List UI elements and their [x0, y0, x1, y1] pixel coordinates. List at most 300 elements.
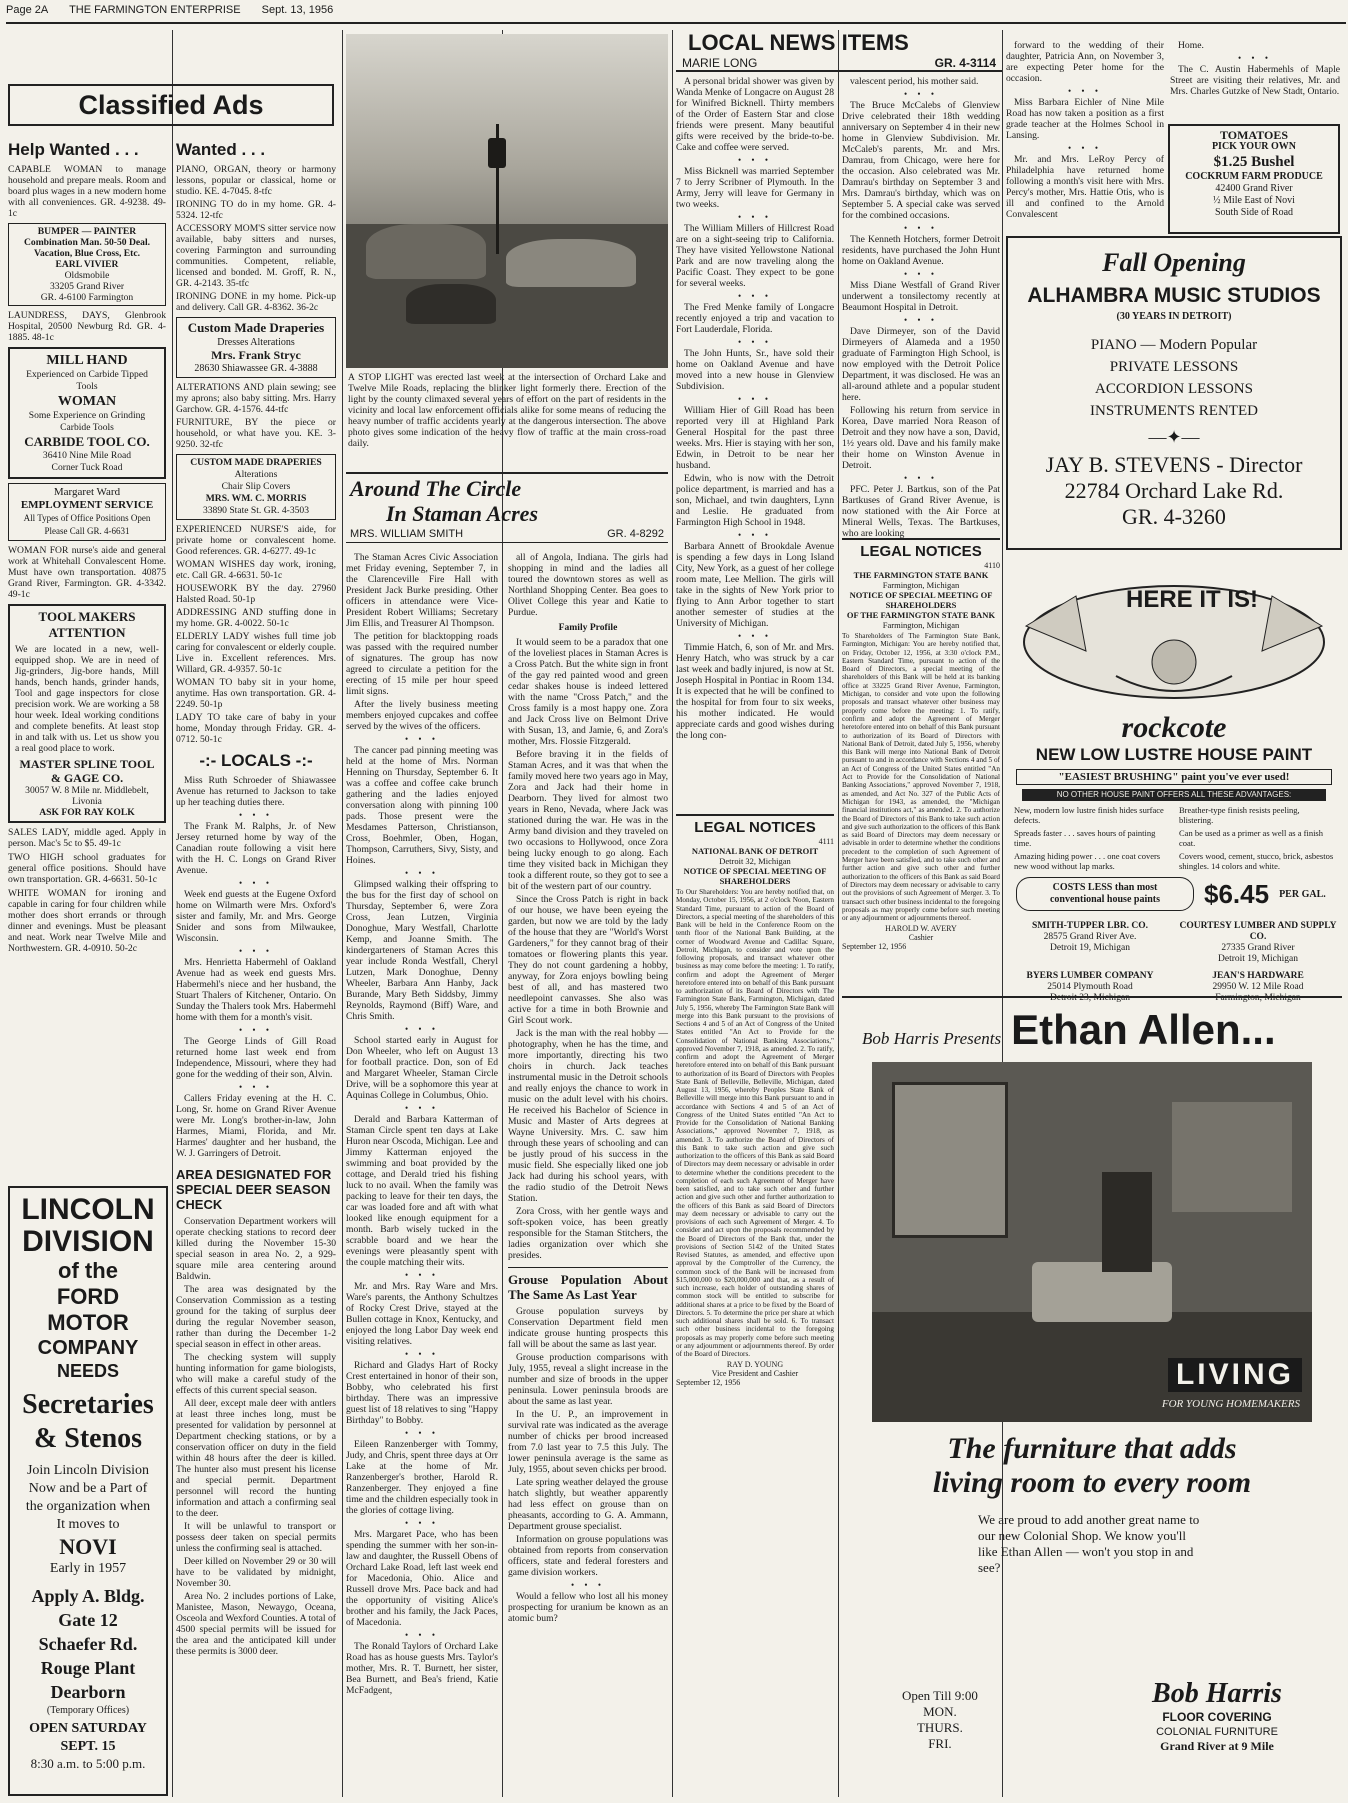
signature-line: Grand River at 9 Mile: [1160, 1739, 1274, 1753]
lincoln-line: the organization when: [25, 1499, 151, 1514]
ethan-allen-ad: [842, 996, 1342, 1798]
ethan-body: We are proud to add another great name to our new Colonial Shop. We know you'll like Ethan Allen — won't you stop in and see?: [978, 1512, 1200, 1575]
circle-para: Since the Cross Patch is right in back of our house, we have been eyeing the garden, but now we are told by the lady of the house that they are "World's Worst Gardeners," for they cannot brag of their tomatoes or flowering plants this year. They do not count gardening a hobby, anyway, for Zora enjoys bowling being best of all, and has mastered two needlepoint canvasses. She also was active for a time in both Brownie and Girl Scout work.: [508, 894, 668, 1026]
draperies-line: Dresses Alterations: [217, 337, 295, 348]
separator-dots: • • •: [904, 89, 938, 99]
lincoln-division-ad: [8, 1186, 168, 1796]
dealer-line: 25014 Plymouth Road: [1047, 982, 1133, 992]
separator-dots: • • •: [904, 223, 938, 233]
legal-title-2: [842, 538, 1000, 561]
separator-dots: • • •: [738, 631, 772, 641]
legal-notice-farmington-bank: [842, 538, 1000, 951]
lincoln-line: 8:30 a.m. to 5:00 p.m.: [30, 1756, 146, 1771]
deer-para: Area No. 2 includes portions of Lake, Manistee, Mason, Newaygo, Oceana, Osceola and Wexford Counties. A total of 4500 special permits will be issued for the area and the anticipated kill under these permits is 3000 deer.: [176, 1591, 336, 1657]
lincoln-line: Schaefer Rd.: [38, 1634, 138, 1654]
tool-makers-line: 30057 W. 8 Mile nr. Middlebelt, Livonia: [25, 785, 149, 807]
lincoln-line: Join Lincoln Division: [26, 1463, 150, 1478]
ad-woman-wishes: WOMAN WISHES day work, ironing, etc. Call GR. 4-6631. 50-1c: [176, 559, 336, 581]
alhambra-ad: [1006, 236, 1342, 550]
rockcote-features-left: [1014, 805, 1169, 871]
deer-para: Deer killed on November 29 or 30 will have to be validated by midnight, November 30.: [176, 1556, 336, 1589]
circle-column-1: [346, 552, 498, 1698]
grouse-para: Grouse production comparisons with July, 1955, reveal a slight increase in the number and size of broods in the upper peninsula. Lower peninsula broods are about the same as last year.: [508, 1352, 668, 1407]
circle-para: Jack is the man with the real hobby — photography, when he has the time, and more importantly, directing his two choirs in church. Jack teaches instrumental music in the Detroit schools and really enjoys the chance to work in music on the adult level with his choirs. He received his Bachelor of Science in Music and Master of Arts degrees at Wayne University. Mrs. C. saw him through these years of schooling and can be justly proud of his success in the music field. She especially liked one job Jack had during his school years, with the radio studio of the Detroit News Station.: [508, 1028, 668, 1204]
rockcote-features-right: [1179, 805, 1334, 871]
draperies-line: Mrs. Frank Stryc: [211, 348, 301, 362]
local-news-para: Miss Diane Westfall of Grand River underwent a tonsilectomy recently at Beaumont Hospital in Detroit.: [842, 280, 1000, 313]
circle-para: Eileen Ranzenberger with Tommy, Judy, and Chris, spent three days at Orr Lake at the home of Mr. Ranzenberger's brother, Harold R. Ranzenberger. They enjoyed a fine time and the children especially took in the glories of cottage living.: [346, 1439, 498, 1516]
tomatoes-price: $1.25 Bushel: [1213, 154, 1295, 170]
circle-para: After the lively business meeting members enjoyed cupcakes and coffee served by the wives of the officers.: [346, 699, 498, 732]
legal-title-text: LEGAL NOTICES: [694, 819, 816, 836]
margaret-line: EMPLOYMENT SERVICE: [20, 499, 154, 511]
rockcote-ad: [1006, 556, 1342, 1003]
local-news-para: William Hier of Gill Road has been reported very ill at Highland Park General Hospital for the past three weeks. Mrs. Hier is staying with her son, Edwin, in Detroit to be near her husband.: [676, 405, 834, 471]
mill-hand-line: Some Experience on Grinding Carbide Tools: [28, 410, 146, 433]
rockcote-dealer: [1174, 921, 1342, 965]
bob-harris-signature: [1112, 1678, 1322, 1754]
rockcote-easiest: "EASIEST BRUSHING" paint you've ever used!: [1016, 769, 1332, 785]
separator-dots: • • •: [738, 155, 772, 165]
rockcote-brand: rockcote: [1121, 711, 1227, 744]
paper-name: THE FARMINGTON ENTERPRISE: [69, 4, 241, 16]
ethan-hours-line: Open Till 9:00: [902, 1688, 978, 1703]
deer-para: The area was designated by the Conservation Commission as a testing ground for the taking of surplus deer during the regular November season, rather than during the December 1-2 special season in effect in other areas.: [176, 1284, 336, 1350]
ad-ironing: IRONING TO do in my home. GR. 4-5324. 12-tfc: [176, 199, 336, 221]
legal-heading: NATIONAL BANK OF DETROIT: [691, 846, 819, 856]
separator-dots: • • •: [239, 878, 273, 888]
ethan-tagline: living room to every room: [932, 1466, 1252, 1499]
ethan-hours: [902, 1688, 978, 1752]
local-news-para: The William Millers of Hillcrest Road are on a sight-seeing trip to California. They have visited Yellowstone National Park and are now traveling along the Pacific Coast. They expect to be gone for several weeks.: [676, 223, 834, 289]
page-number: Page 2A: [6, 4, 49, 16]
lincoln-line: NOVI: [59, 1534, 117, 1559]
rockcote-headline: NEW LOW LUSTRE HOUSE PAINT: [1035, 745, 1313, 764]
legal-title-1: [676, 814, 834, 837]
circle-para: The petition for blacktopping roads was passed with the required number of signatures. The group has now agreed to circulate a petition for the erecting of 15 mile per hour speed limit signs.: [346, 631, 498, 697]
local-news-para: PFC. Peter J. Bartkus, son of the Pat Bartkuses of Grand River Avenue, is now stationed with the Air Force at Mineral Wells, Texas. The Bartkuses, who are looking: [842, 484, 1000, 539]
lincoln-line: COMPANY: [37, 1337, 139, 1359]
bumper-line: EARL VIVIER: [55, 259, 119, 270]
ad-addressing: ADDRESSING AND stuffing done in my home. GR. 4-0022. 50-1c: [176, 607, 336, 629]
local-news-header: [676, 30, 1002, 72]
dealer-name: BYERS LUMBER COMPANY: [1026, 971, 1154, 981]
circle-title: In Staman Acres: [386, 501, 539, 526]
locals-para: Callers Friday evening at the H. C. Long, Sr. home on Grand River Avenue were Mr. Long's brother-in-law, John Harmes, Miami, Florida, and Mr. Harmes' daughter and her husband, the W. J. Garringers of Detroit.: [176, 1093, 336, 1159]
separator-dots: • • •: [1068, 86, 1102, 96]
signature-line: COLONIAL FURNITURE: [1156, 1726, 1278, 1738]
rockcote-feature: New, modern low lustre finish hides surface defects.: [1014, 805, 1164, 825]
local-news-para: valescent period, his mother said.: [850, 76, 979, 87]
tool-makers-title: TOOL MAKERS ATTENTION: [38, 609, 136, 640]
page-header: [6, 4, 1346, 24]
separator-dots: • • •: [239, 810, 273, 820]
draperies-line: MRS. WM. C. MORRIS: [205, 493, 307, 504]
bumper-line: 33205 Grand River: [49, 281, 125, 292]
local-news-author: MARIE LONG: [682, 56, 758, 70]
lincoln-line: Early in 1957: [49, 1561, 127, 1576]
rockcote-dealer: [1006, 921, 1174, 965]
local-news-para: Miss Barbara Eichler of Nine Mile Road has now taken a position as a first grade teacher at the Holmes School in Lansing.: [1006, 97, 1164, 141]
lincoln-line: of the: [58, 1258, 118, 1283]
tomatoes-line: 42400 Grand River: [1215, 183, 1293, 194]
alhambra-fall: Fall Opening: [1102, 248, 1246, 277]
margaret-line: All Types of Office Positions Open: [23, 513, 151, 523]
alhambra-name: ALHAMBRA MUSIC STUDIOS: [1027, 284, 1321, 307]
classified-title: Classified Ads: [78, 90, 264, 120]
lincoln-line: FORD: [56, 1284, 120, 1309]
circle-para: Zora Cross, with her gentle ways and soft-spoken voice, has been greatly responsible for the Staman Stitchers, the ladies organization over which she presides.: [508, 1206, 668, 1261]
separator-dots: • • •: [405, 1103, 439, 1113]
lincoln-line: NEEDS: [56, 1361, 119, 1381]
deer-para: The checking system will supply hunting information for game biologists, who will make a careful study of the effects of this current special season.: [176, 1352, 336, 1396]
ad-nurse: EXPERIENCED NURSE'S aide, for private home or convalescent home. Good references. GR. 4-6277. 49-1c: [176, 524, 336, 557]
ad-woman-baby: WOMAN TO baby sit in your home, anytime. Has own transportation. GR. 4-2249. 50-1p: [176, 677, 336, 710]
deer-body: [176, 1216, 336, 1657]
legal-heading: Farmington, Michigan: [882, 580, 960, 590]
legal-number: 4110: [984, 561, 1000, 570]
legal-heading: Farmington, Michigan: [882, 620, 960, 630]
column-rule: [342, 30, 343, 1797]
rockcote-features: [1014, 805, 1334, 871]
local-news-column-2: [842, 76, 1000, 541]
grouse-rule: [508, 1267, 668, 1268]
classified-title-box: [8, 84, 334, 126]
local-news-column-1: [676, 76, 834, 743]
mill-hand-line: Experienced on Carbide Tipped Tools: [26, 369, 148, 392]
draperies-line: 33890 State St. GR. 4-3503: [202, 505, 310, 516]
wanted-heading: Wanted . . .: [176, 140, 266, 159]
draperies-line: 28630 Shiawassee GR. 4-3888: [194, 363, 318, 374]
separator-dots: • • •: [239, 946, 273, 956]
bumper-line: Vacation, Blue Cross, Etc.: [33, 248, 141, 259]
lincoln-line: Rouge Plant: [40, 1658, 136, 1678]
separator-dots: • • •: [738, 530, 772, 540]
rockcote-price: $6.45: [1204, 878, 1270, 909]
separator-dots: • • •: [904, 473, 938, 483]
local-news-para: Edwin, who is now with the Detroit police department, is married and has a son, Michael, and twin daughters, Lynn and Leslie. He graduated from Farmington High School in 1948.: [676, 473, 834, 528]
tomatoes-line: South Side of Road: [1214, 207, 1294, 218]
rockcote-per-gal: PER GAL.: [1279, 888, 1326, 900]
tool-makers-body: We are located in a new, well-equipped shop. We are in need of Jig-grinders, Jig-bore hands, Mill hands, bench hands, grinder hands, Tool and gage inspectors for close precision work. We are working a 58 hour week. Ideal working conditions and complete benefits. At least stop in and talk with us. Let us show you a real good place to work.: [15, 644, 159, 754]
locals-body: [176, 775, 336, 1159]
lincoln-line: LINCOLN: [21, 1193, 155, 1226]
legal-heading: NOTICE OF SPECIAL MEETING OF SHAREHOLDERS: [849, 590, 993, 610]
local-news-para: Timmie Hatch, 6, son of Mr. and Mrs. Henry Hatch, who was struck by a car last week and badly injured, is now at St. Joseph Hospital in Pontiac in Room 134. It is expected that he will be confined to the hospital for from four to six weeks, his mother indicated. He would appreciate cards and good wishes during the long con-: [676, 642, 834, 741]
mill-hand-title: WOMAN: [57, 394, 117, 409]
local-news-para: A personal bridal shower was given by Wanda Menke of Longacre on August 28 for Winifred Bicknell. Thirty members of the Order of Eastern Star and close friends were present. Many beautiful gifts were received by the bride-to-be. Cake and coffee were served.: [676, 76, 835, 153]
circle-para: Derald and Barbara Katterman of Staman Circle spent ten days at Lake Huron near Oscoda, Michigan. Lee and Jimmy Katterman enjoyed the swimming and boat provided by the cottage, and Derald tried his fishing luck to no avail. When the family was packing to leave for their ten days, the car was loaded fore and aft with what looked like enough equipment for a month. Barb wisely tucked in the scrabble board and we hear the evenings were pleasantly spent with the couple matching their wits.: [346, 1114, 498, 1268]
alhambra-director: JAY B. STEVENS - Director: [1045, 452, 1303, 477]
rockcote-feature: Amazing hiding power . . . one coat covers new wood without lap marks.: [1014, 851, 1161, 871]
ad-furniture: FURNITURE, BY the piece or household, or what have you. KE. 3-9250. 32-tfc: [176, 417, 336, 450]
ethan-hours-line: MON.: [923, 1704, 957, 1719]
lincoln-line: SEPT. 15: [60, 1739, 116, 1754]
circle-rule: [346, 472, 668, 474]
separator-dots: • • •: [405, 1518, 439, 1528]
ethan-living-badge: LIVING: [1168, 1358, 1302, 1392]
rockcote-costs: COSTS LESS than most conventional house paints: [1016, 877, 1194, 911]
separator-dots: • • •: [405, 868, 439, 878]
ethan-hours-line: FRI.: [928, 1736, 952, 1751]
lincoln-line: Apply A. Bldg.: [31, 1586, 145, 1606]
local-news-title: LOCAL NEWS ITEMS: [688, 30, 909, 55]
bumper-line: Oldsmobile: [64, 270, 110, 281]
column-rule: [672, 30, 673, 1797]
circle-para: Mr. and Mrs. Ray Ware and Mrs. Ware's parents, the Anthony Schultzes of Rocky Crest Drive, stayed at the Bullen cottage in Knox, Kentucky, and enjoyed the long Labor Day week end visiting relatives.: [346, 1281, 498, 1347]
local-news-column-3: [1006, 40, 1164, 222]
grouse-para: Would a fellow who lost all his money prospecting for uranium be known as an atomic bum?: [508, 1591, 668, 1624]
separator-dots: • • •: [239, 1082, 273, 1092]
ad-two-high: TWO HIGH school graduates for general office positions. Should have own transportation. GR. 4-6631. 50-1c: [8, 852, 166, 885]
grouse-para: Late spring weather delayed the grouse hatch slightly, but weather apparently had less effect on grouse than on pheasants, according to G. A. Ammann, Department grouse specialist.: [508, 1477, 668, 1532]
rockcote-bar: NO OTHER HOUSE PAINT OFFERS ALL THESE ADVANTAGES:: [1022, 789, 1326, 801]
window-shape: [892, 1082, 1008, 1238]
circle-phone: GR. 4-8292: [607, 528, 664, 540]
circle-header: [346, 476, 668, 543]
separator-dots: • • •: [405, 1024, 439, 1034]
separator-dots: • • •: [405, 734, 439, 744]
dealer-name: COURTESY LUMBER AND SUPPLY CO.: [1179, 921, 1337, 942]
traffic-light-icon: [488, 138, 506, 168]
ad-housework: HOUSEWORK BY the day. 27960 Halsted Road. 50-1p: [176, 583, 336, 605]
circle-byline: [346, 526, 668, 543]
ethan-hours-line: THURS.: [916, 1720, 963, 1735]
legal-signature: HAROLD W. AVERY: [885, 924, 957, 934]
column-rule: [172, 30, 173, 1797]
family-profile-heading: Family Profile: [558, 622, 618, 633]
grouse-para: In the U. P., an improvement in survival rate was indicated as the average number of chicks per brood increased from 7.0 last year to 7.5 this July. The lower peninsula average is the same as July, 1955, about seven chicks per brood.: [508, 1409, 668, 1475]
local-news-para: Barbara Annett of Brookdale Avenue is spending a few days in Long Island City, New York, as a guest of her college room mate, Lee Mellion. The girls will take in the sights of New York prior to flying to Ann Arbor together to start another semester of studies at the University of Michigan.: [676, 541, 834, 629]
dealer-line: Detroit 23, Michigan: [1050, 993, 1130, 1003]
dealer-line: 28575 Grand River Ave.: [1043, 932, 1137, 942]
rockcote-dealers: [1006, 921, 1342, 1004]
circle-para: The Staman Acres Civic Association met Friday evening, September 7, in the Clarenceville Fire Hall with President Jack Burke presiding. Other officers in attendance were Vice-President Robert Williams; Secretary Jim Ellis, and Treasurer Al Thompson.: [346, 552, 498, 629]
dealer-name: JEAN'S HARDWARE: [1212, 971, 1304, 981]
circle-para: Glimpsed walking their offspring to the bus for the first day of school on Thursday, September 6, were Zora Cross, Jean Lutzen, Virginia Donoghue, Mary Westfall, Charlotte Kemp, and Joanne Smith. The kindergarteners of Staman Acres this year include Ronda Westfall, Cheryl Lutzen, Mark Donoghue, Denny Wheeler, Barbara Ann Hanby, Jack Burande, Mary Beth Siddsby, Jimmy Reynolds, Raymond (Biff) Ware, and Chris Smith.: [346, 879, 498, 1022]
ad-woman-nurse: WOMAN FOR nurse's aide and general work at Whitehall Convalescent Home. Must have own transportation. 40875 Grand River, Farmington. GR. 4-3342. 49-1c: [8, 545, 166, 600]
legal-notice-national-bank: [676, 814, 834, 1387]
locals-para: The George Linds of Gill Road returned home last week end from Independence, Missouri, where they had gone for the wedding of their son, Alvin.: [176, 1036, 336, 1080]
tomatoes-line: ½ Mile East of Novi: [1213, 195, 1295, 206]
ad-ironing-2: IRONING DONE in my home. Pick-up and delivery. Call GR. 4-8362. 36-2c: [176, 291, 336, 313]
legal-heading: Detroit 32, Michigan: [719, 856, 791, 866]
dealer-line: Farmington, Michigan: [1215, 993, 1301, 1003]
car-shape: [406, 284, 496, 324]
separator-dots: • • •: [1238, 53, 1272, 63]
legal-heading: THE FARMINGTON STATE BANK: [853, 570, 989, 580]
local-news-para: The Kenneth Hotchers, former Detroit residents, have purchased the John Hunt home on Oakland Avenue.: [842, 234, 1000, 267]
circle-para: The Ronald Taylors of Orchard Lake Road has as house guests Mrs. Taylor's mother, Mrs. R. T. Burnett, her sister, Bea Burnett, and Bea's friend, Katie McFadgent,: [346, 1641, 498, 1696]
local-news-para: forward to the wedding of their daughter, Patricia Ann, on November 3, are expecting Peter home for the occasion.: [1006, 40, 1164, 84]
rockcote-feature: Covers wood, cement, stucco, brick, asbestos shingles. 14 colors and white.: [1179, 851, 1334, 871]
separator-dots: • • •: [405, 1270, 439, 1280]
alhambra-years: (30 YEARS IN DETROIT): [1116, 311, 1232, 322]
signature-text: Bob Harris: [1152, 1678, 1282, 1709]
car-shape: [506, 239, 636, 287]
separator-dots: • • •: [738, 337, 772, 347]
separator-dots: • • •: [405, 1428, 439, 1438]
locals-para: Week end guests at the Eugene Oxford home on Wilmarth were Mrs. Oxford's sister and family, Mr. and Mrs. George Snider and sons from Milwaukee, Wisconsin.: [176, 889, 336, 944]
separator-dots: • • •: [571, 1580, 605, 1590]
stoplight-caption: A STOP LIGHT was erected last week at the intersection of Orchard Lake and Twelve Mile Roads, replacing the blinker light formerly there. Erection of the light by the county climaxed several years of effort on the part of residents in the vicinity and local law enforcement officials alike for some means of reducing the heavy number of traffic accidents yearly at the dangerous intersection. The above photo gives some indication of the heavy flow of traffic at the main cross-road daily.: [348, 372, 666, 449]
deer-para: All deer, except male deer with antlers at least three inches long, must be presented for validation by personnel at Department checking stations, or by a conservation officer on duty in the field within 48 hours after the deer is killed. The hunter also must present his license and special permit. Department personnel will record the hunting information and attach a confirming seal to the deer.: [176, 1398, 336, 1519]
bumper-painter-ad: [8, 223, 166, 306]
ethan-homemakers: FOR YOUNG HOMEMAKERS: [1161, 1398, 1300, 1410]
dealer-line: 27335 Grand River: [1221, 943, 1295, 953]
classified-column-1: [8, 140, 166, 954]
legal-title-text: LEGAL NOTICES: [860, 543, 982, 560]
bumper-line: GR. 4-6100 Farmington: [40, 292, 134, 303]
local-news-byline: [676, 56, 1002, 72]
legal-date: September 12, 1956: [676, 1378, 741, 1388]
ad-capable-woman: CAPABLE WOMAN to manage household and prepare meals. Room and board plus wages in a new modern home with all conveniences. GR. 4-9238. 49-1c: [8, 164, 166, 219]
bumper-line: BUMPER — PAINTER: [37, 226, 137, 237]
alhambra-line: INSTRUMENTS RENTED: [1090, 403, 1258, 419]
grouse-para: Information on grouse populations was obtained from reports from conservation officers, state and federal foresters and game division workers.: [508, 1534, 668, 1578]
ethan-tagline: The furniture that adds: [947, 1432, 1237, 1465]
alhambra-address: 22784 Orchard Lake Rd.: [1064, 478, 1284, 503]
chair-shape: [1102, 1172, 1152, 1272]
ad-accessory: ACCESSORY MOM'S sitter service now available, baby sitters and nurses, covering Farmington and surrounding communities. Competent, reliable, licensed and bonded. M. Groff, R. N., GR. 4-2143. 35-tfc: [176, 223, 336, 289]
deer-para: It will be unlawful to transport or possess deer taken on special permits unless the confirming seal is attached.: [176, 1521, 336, 1554]
deer-title: AREA DESIGNATED FOR SPECIAL DEER SEASON CHECK: [176, 1167, 332, 1212]
tomatoes-line: PICK YOUR OWN: [1211, 141, 1297, 152]
lincoln-line: & Stenos: [33, 1423, 143, 1454]
locals-para: Mrs. Henrietta Habermehl of Oakland Avenue had as week end guests Mrs. Habermehl's niece and her husband, the Stuart Thalers of Kitchener, Ontario. On Sunday the Thalers took Mrs. Habermehl home with them for a month's visit.: [176, 957, 336, 1023]
mill-hand-title: MILL HAND: [46, 353, 128, 368]
lincoln-line: Now and be a Part of: [28, 1481, 148, 1496]
draperies-line: CUSTOM MADE DRAPERIES: [190, 457, 322, 468]
grouse-title: Grouse Population About The Same As Last Year: [508, 1272, 668, 1302]
ad-laundress: LAUNDRESS, DAYS, Glenbrook Hospital, 20500 Newburg Rd. GR. 4-1885. 48-1c: [8, 310, 166, 343]
dealer-line: Detroit 19, Michigan: [1050, 943, 1130, 953]
separator-dots: • • •: [1068, 143, 1102, 153]
tool-makers-company: MASTER SPLINE TOOL & GAGE CO.: [19, 757, 155, 785]
legal-signature: Cashier: [908, 933, 934, 943]
ad-elderly: ELDERLY LADY wishes full time job caring for convalescent or elderly couple. Live in. Excellent references. Mrs. Willard, GR. 4-9357. 50-1c: [176, 631, 336, 675]
separator-dots: • • •: [738, 394, 772, 404]
mill-hand-line: Corner Tuck Road: [51, 462, 123, 473]
circle-column-2: [508, 552, 668, 1626]
ad-piano: PIANO, ORGAN, theory or harmony lessons, popular or classical, home or studio. KE. 4-7045. 8-tfc: [176, 164, 336, 197]
grouse-para: Grouse population surveys by Conservation Department field men indicate grouse hunting prospects this fall will be about the same as last year.: [508, 1306, 668, 1350]
local-news-para: Following his return from service in Korea, Dave married Nora Reason of Detroit and they now have a son, David, 1½ years old. Dave and his family make their home on Winston Avenue in Detroit.: [842, 405, 1000, 471]
signature-line: FLOOR COVERING: [1162, 1710, 1272, 1724]
legal-signature: Vice President and Cashier: [711, 1369, 799, 1379]
ethan-presents: Bob Harris Presents: [862, 1029, 1002, 1048]
local-news-column-4: [1170, 40, 1340, 99]
alhambra-line: PRIVATE LESSONS: [1109, 359, 1239, 375]
tool-makers-line: ASK FOR RAY KOLK: [39, 807, 135, 818]
ad-lady-take: LADY TO take care of baby in your home, Monday through Friday. GR. 4-0712. 50-1c: [176, 712, 336, 745]
local-news-para: The Fred Menke family of Longacre recently enjoyed a trip and vacation to Fort Lauderdale, Florida.: [676, 302, 834, 335]
circle-para: School started early in August for Don Wheeler, who left on August 13 for football practice. Don, son of Ed and Margaret Wheeler, Staman Circle Drive, will be a sophomore this year at Aquinas College in Columbus, Ohio.: [346, 1035, 498, 1101]
margaret-line: Please Call GR. 4-6631: [44, 526, 130, 536]
local-news-para: Home.: [1178, 40, 1204, 51]
lincoln-line: It moves to: [56, 1517, 120, 1532]
draperies-line: Custom Made Draperies: [187, 320, 325, 335]
alhambra-line: PIANO — Modern Popular: [1090, 337, 1258, 353]
locals-title: -:- LOCALS -:-: [199, 751, 313, 770]
draperies-line: Chair Slip Covers: [221, 481, 291, 492]
separator-dots: • • •: [904, 315, 938, 325]
rockcote-price-row: [1016, 877, 1332, 911]
deer-para: Conservation Department workers will operate checking stations to record deer killed during the November 15-30 special season in area No. 2, a 929-square mile area centering around Baldwin.: [176, 1216, 336, 1282]
local-news-para: The Bruce McCalebs of Glenview Drive celebrated their 18th wedding anniversary on September 4 in their new home in Glenview Subdivision. Mr. McCaleb's parents, Mr. and Mrs. Damrau, from Chicago, were here for the occasion. Also celebrated was Mr. Damrau's birthday on September 3 and Mrs. Damrau's birthday, which was on September 5. A special cake was served for the combined occasions.: [842, 100, 1000, 221]
circle-para: Richard and Gladys Hart of Rocky Crest entertained in honor of their son, Bobby, who celebrated his first birthday. There was an impressive guest list of 18 relatives to sing "Happy Birthday" to Bobby.: [346, 1360, 498, 1426]
ethan-title: Ethan Allen...: [1011, 1006, 1276, 1053]
rockcote-feature: Spreads faster . . . saves hours of painting time.: [1014, 828, 1156, 848]
help-wanted-heading: Help Wanted . . .: [8, 140, 139, 159]
rockcote-mascot-icon: [1006, 556, 1342, 706]
local-news-phone: GR. 4-3114: [934, 56, 996, 70]
legal-signature: RAY D. YOUNG: [726, 1360, 784, 1370]
separator-dots: • • •: [738, 291, 772, 301]
ad-white-woman: WHITE WOMAN for ironing and capable in caring for four children while mother does short errands or through dinner and evenings. Must be pleasant and neat. Work near Twelve Mile and Northwestern. GR. 4-0910. 50-2c: [8, 888, 166, 954]
separator-dots: • • •: [239, 1025, 273, 1035]
circle-para: It would seem to be a paradox that one of the loveliest places in Staman Acres is a Cross Patch. But the white sign in front of the gay red painted wood and green cedar shakes house is indeed lettered with the name "Cross Patch," and the Cross family is a most happy one. Zora and Jack Cross live on Belmont Drive with Susan, 13, and Jamie, 6, and Zora's mother, Mrs. Flossie Fitzgerald.: [508, 637, 668, 747]
lincoln-line: Dearborn: [50, 1682, 126, 1702]
draperies-line: Alterations: [234, 469, 278, 480]
car-shape: [366, 224, 486, 279]
local-news-para: The C. Austin Habermehls of Maple Street are visiting their relatives, Mr. and Mrs. Charles Gutzke of New Stadt, Ontario.: [1170, 64, 1340, 97]
draperies-ad-2: [176, 454, 336, 520]
dealer-line: Detroit 19, Michigan: [1218, 954, 1298, 964]
rockcote-feature: Breather-type finish resists peeling, blistering.: [1179, 805, 1300, 825]
legal-number: 4111: [818, 837, 834, 846]
separator-dots: • • •: [904, 269, 938, 279]
cabinet-shape: [1172, 1102, 1292, 1212]
lincoln-line: Secretaries: [22, 1389, 154, 1420]
legal-heading: NOTICE OF SPECIAL MEETING OF SHAREHOLDERS: [683, 866, 827, 886]
ethan-header: [842, 998, 1342, 1054]
separator-dots: • • •: [405, 1630, 439, 1640]
tomatoes-ad: [1168, 124, 1340, 234]
tomatoes-line: TOMATOES: [1219, 128, 1289, 142]
dealer-name: SMITH-TUPPER LBR. CO.: [1031, 921, 1149, 931]
lincoln-line: MOTOR: [47, 1310, 129, 1335]
lincoln-line: Gate 12: [58, 1610, 118, 1630]
legal-heading: OF THE FARMINGTON STATE BANK: [846, 610, 996, 620]
ad-sales-lady: SALES LADY, middle aged. Apply in person. Mac's 5c to $5. 49-1c: [8, 827, 166, 849]
classified-column-2: [176, 140, 336, 1659]
ad-alterations: ALTERATIONS AND plain sewing; see my aprons; also baby sitting. Mrs. Harry Garchow. GR. 4-1576. 44-tfc: [176, 382, 336, 415]
draperies-ad-1: [176, 317, 336, 378]
stoplight-photo: [346, 34, 668, 368]
locals-para: Miss Ruth Schroeder of Shiawassee Avenue has returned to Jackson to take up her teaching duties there.: [176, 775, 336, 808]
rockcote-here: HERE IT IS!: [1126, 586, 1259, 613]
circle-para: Before braving it in the fields of Staman Acres, and it was that when the family moved here two years ago in May, Zora and Jack had their home in Dearborn. They lived for almost two years in Reno, Nevada, where Jack was stationed during the war. He was in the Army band division and they traveled on two occasions to Hollywood, once Zora being lucky enough to go along. Each time they visited back in Michigan they took a different route, so they got to see a bit of the western part of our country.: [508, 749, 668, 892]
margaret-ward-ad: [8, 483, 166, 541]
header-rule: [6, 22, 1346, 24]
issue-date: Sept. 13, 1956: [261, 4, 334, 16]
mill-hand-ad: [8, 347, 166, 479]
local-news-para: Miss Bicknell was married September 7 to Jerry Scribner of Plymouth. In the Army, Jerry will leave for Germany in two weeks.: [676, 166, 834, 210]
separator-dots: • • •: [405, 1349, 439, 1359]
column-rule: [838, 30, 839, 1797]
local-news-para: Dave Dirmeyer, son of the David Dirmeyers of Alameda and a 1950 graduate of Farmington High School, is now employed with the Detroit Police Department, it was disclosed. He was an all-around athlete and a popular student here.: [842, 326, 1000, 403]
local-news-para: The John Hunts, Sr., have sold their home on Oakland Avenue and have moved into a new house in Glenview Subdivision.: [676, 348, 834, 392]
circle-author: MRS. WILLIAM SMITH: [350, 528, 464, 540]
margaret-line: Margaret Ward: [53, 486, 121, 498]
mill-hand-company: CARBIDE TOOL CO.: [24, 434, 150, 449]
rockcote-feature: Can be used as a primer as well as a finish coat.: [1179, 828, 1323, 848]
separator-dots: • • •: [738, 212, 772, 222]
legal-body: To Our Shareholders: You are hereby notified that, on Monday, October 15, 1956, at 2 o'clock Noon, Eastern Standard Time, pursuant to action of the Board of Directors, a special meeting of the shareholders of this Bank will be held in the Conference Room on the tenth floor of the National Bank Building, at the corner of Woodward Avenue and Cadillac Square, Detroit, Michigan, to consider and vote upon the following proposals, and transact whatever other business as may come before the meeting: 1. To ratify, confirm and adopt the Agreement of Merger heretofore entered into on behalf of this Bank pursuant to authorization of its Board of Directors with The Farmington State Bank, Farmington, Michigan, dated July 5, 1956, whereby The Farmington State Bank will merge into this Bank pursuant to the provisions of Sections 4 and 5 of an Act of Congress of the United States entitled "An Act to Provide for the Consolidation of National Banking Associations," approved November 7, 1918, as amended. 2. To ratify, confirm and adopt the Agreement of Merger heretofore entered into on behalf of this Bank pursuant to authorization of its Board of Directors with Peoples State Bank of Belleville, Belleville, Michigan, dated August 13, 1956, whereby Peoples State Bank of Belleville will merge into this Bank pursuant to and in accordance with Sections 4 and 5 of an Act of Congress of the United States entitled "An Act to Provide for the Consolidation of National Banking Associations," approved November 7, 1918, as amended. 3. To authorize the Board of Directors of this Bank to take such action and give such authorization to the officers of this Bank as said Board of Directors may deem necessary or advisable in order to determine whether the conditions precedent to the completion of each such Agreement of Merger have been satisfied, and to take such other and further action and give such other and further authorization to the officers of this Bank as said Board of Directors may deem necessary or advisable to carry out the provisions of each such Agreement of Merger. 4. To consider and act upon the proposals recommended by the Board of Directors of the Bank that, under the provisions of Section 5142 of the United States Revised Statutes, as amended, and effective upon approval by the Comptroller of the Currency, the common stock of the Bank will be increased from $15,000,000 to $20,000,000 and that, as a result of such increase, each holder of outstanding shares of common stock will be entitled to subscribe for additional shares at a price to be fixed by the Board of Directors. 5. To determine the price per share at which such additional shares shall be sold. 6. To transact such other business incidental to the foregoing proposals as may properly come before such meeting or any adjournment or adjournments thereof. By order of the Board of Directors.: [676, 888, 834, 1358]
local-news-para: Mr. and Mrs. LeRoy Percy of Philadelphia have returned home following a month's visit here with Mrs. Percy's mother, Mrs. Hattie Otis, who is ill and confined to the Arnold Convalescent: [1006, 154, 1164, 220]
lincoln-line: (Temporary Offices): [46, 1705, 130, 1716]
